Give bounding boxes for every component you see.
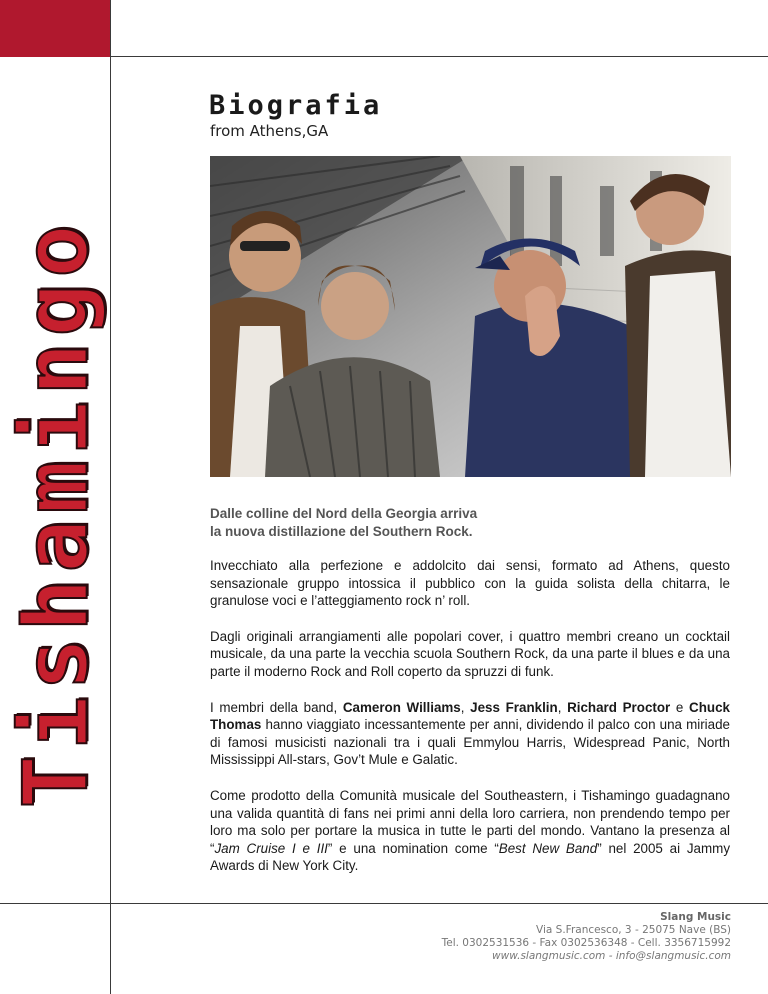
- footer-contact: [442, 911, 731, 963]
- member-name: Richard Proctor: [567, 699, 671, 715]
- member-name: Chuck Thomas: [210, 699, 730, 733]
- footer-web: www.slangmusic.com - info@slangmusic.com: [492, 950, 731, 962]
- member-name: Cameron Williams: [342, 699, 461, 715]
- p3-sep: ,: [557, 699, 568, 715]
- lead-text: [210, 505, 730, 541]
- header-red-block: [0, 0, 110, 57]
- p4-part: Come prodotto della Comunità musicale del Southeastern, i Tishamingo guadagnano una valida quantità di fans nei primi anni della loro carriera, non prendendo tempo per loro ma solo per portare la musica in tutte le parti del mondo. Vantano la presenza al “: [210, 787, 730, 856]
- p3-intro: I membri della band,: [210, 699, 343, 715]
- brand-wordmark: Tishamingo: [4, 218, 108, 808]
- bottom-rule: [0, 903, 768, 904]
- top-rule: [110, 56, 768, 57]
- lead-line-1: Dalle colline del Nord della Georgia arriva: [210, 506, 478, 521]
- paragraph-2: Dagli originali arrangiamenti alle popolari cover, i quattro membri creano un cocktail musicale, da una parte la vecchia scuola Southern Rock, da una parte il blues e da una parte il moderno Rock and Roll coperto da spruzzi di funk.: [210, 628, 730, 679]
- footer-address: Via S.Francesco, 3 - 25075 Nave (BS): [536, 924, 731, 936]
- band-photo-illustration: [210, 156, 731, 477]
- p3-sep: ,: [460, 699, 471, 715]
- vertical-rule: [110, 0, 111, 994]
- p3-rest: hanno viaggiato incessantemente per anni, dividendo il palco con una miriade di famosi musicisti nazionali tra i quali Emmylou Harris, Widespread Panic, North Mississippi All-stars, Gov’t Mule e Galatic.: [210, 717, 730, 768]
- footer-phones: Tel. 0302531536 - Fax 0302536348 - Cell. 3356715992: [441, 937, 731, 949]
- p4-part: ” e una nomination come “: [327, 840, 499, 856]
- page-title: Biografia: [209, 90, 383, 121]
- p4-emphasis: Best New Band: [498, 840, 598, 856]
- p4-emphasis: Jam Cruise I e III: [214, 840, 328, 856]
- paragraph-3: [210, 699, 730, 769]
- footer-company: Slang Music: [660, 911, 731, 923]
- band-photo: [210, 156, 731, 477]
- brand-wordmark-wrap: [6, 168, 106, 858]
- page-subtitle: from Athens,GA: [210, 122, 329, 140]
- lead-line-2: la nuova distillazione del Southern Rock.: [210, 524, 473, 539]
- paragraph-1: Invecchiato alla perfezione e addolcito dai sensi, formato ad Athens, questo sensazionale gruppo intossica il pubblico con la guida solista della chitarra, le granulose voci e l’atteggiamento rock n’ roll.: [210, 558, 730, 609]
- member-name: Jess Franklin: [470, 699, 558, 715]
- p3-sep: e: [670, 699, 690, 715]
- paragraph-4: [210, 787, 730, 875]
- biography-body: [210, 557, 730, 893]
- p4-part: ” nel 2005 ai Jammy Awards di New York City.: [210, 840, 731, 874]
